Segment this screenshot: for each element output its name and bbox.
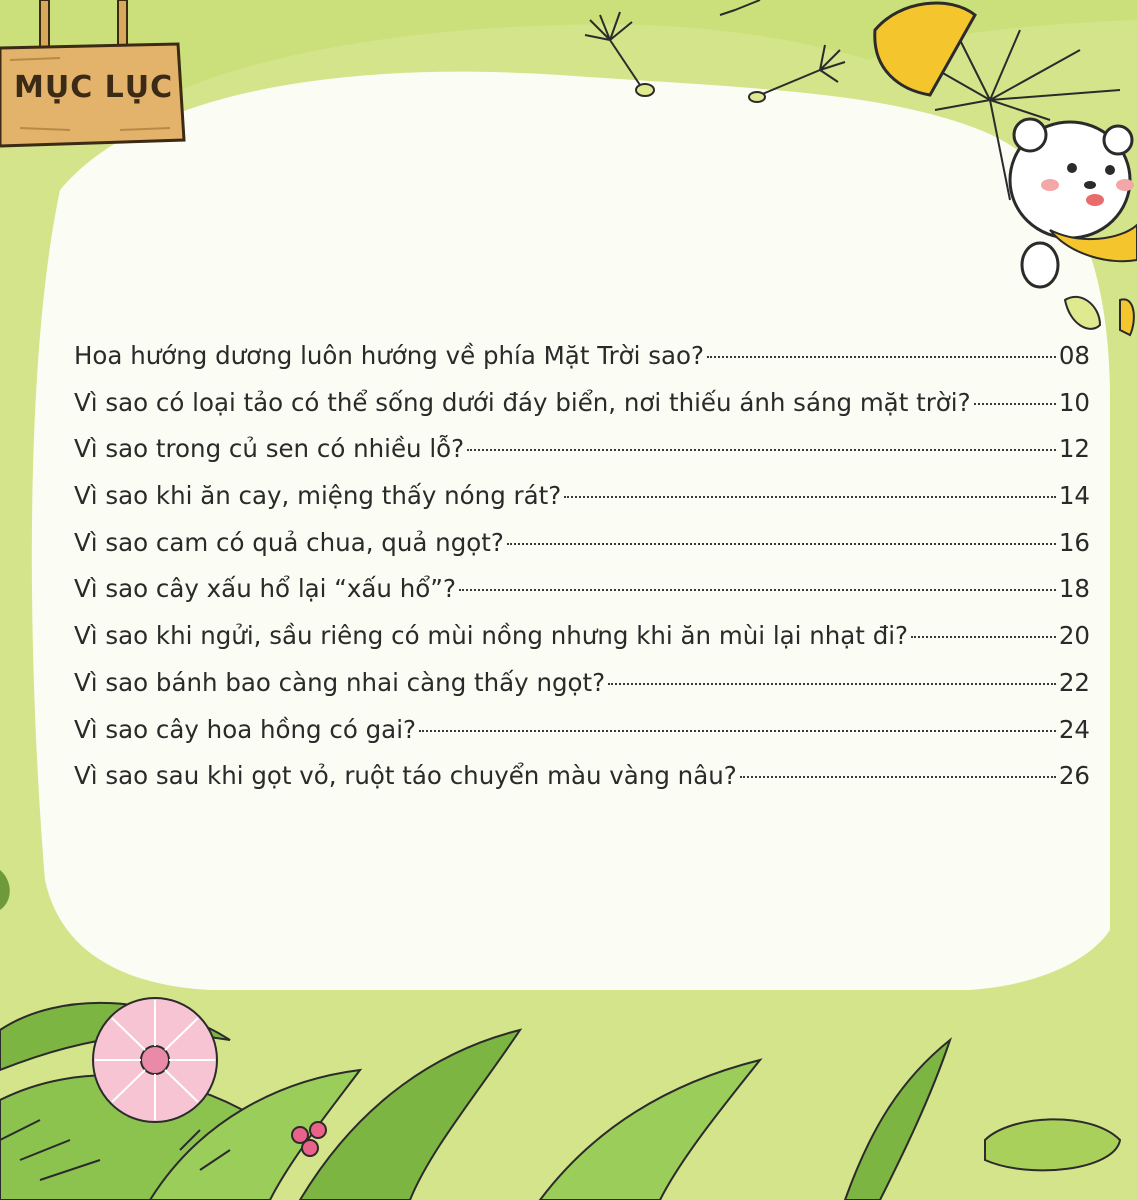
toc-entry-page-number: 14	[1058, 481, 1090, 511]
dot-leader	[507, 543, 1056, 545]
toc-entry[interactable]	[74, 761, 1090, 808]
toc-entry[interactable]	[74, 715, 1090, 762]
toc-entry[interactable]	[74, 341, 1090, 388]
dot-leader	[911, 636, 1056, 638]
toc-entry[interactable]	[74, 434, 1090, 481]
dot-leader	[608, 683, 1056, 685]
dot-leader	[419, 730, 1056, 732]
toc-entry-page-number: 26	[1058, 761, 1090, 791]
toc-entry-title: Vì sao cây xấu hổ lại “xấu hổ”?	[74, 574, 456, 604]
table-of-contents	[74, 341, 1090, 808]
toc-entry-page-number: 24	[1058, 714, 1090, 744]
dot-leader	[564, 496, 1056, 498]
toc-heading: MỤC LỤC	[14, 70, 174, 105]
dot-leader	[740, 776, 1056, 778]
dot-leader	[974, 403, 1056, 405]
pink-flower-icon	[93, 998, 217, 1122]
toc-entry[interactable]	[74, 621, 1090, 668]
dot-leader	[459, 589, 1056, 591]
toc-entry[interactable]	[74, 574, 1090, 621]
toc-entry-title: Vì sao khi ngửi, sầu riêng có mùi nồng nhưng khi ăn mùi lại nhạt đi?	[74, 621, 909, 651]
toc-entry[interactable]	[74, 528, 1090, 575]
toc-entry-page-number: 12	[1058, 434, 1090, 464]
dot-leader	[467, 449, 1056, 451]
dot-leader	[707, 356, 1056, 358]
toc-entry-title: Vì sao có loại tảo có thể sống dưới đáy biển, nơi thiếu ánh sáng mặt trời?	[74, 387, 971, 417]
toc-entry[interactable]	[74, 481, 1090, 528]
toc-entry-page-number: 22	[1058, 667, 1090, 697]
toc-entry-title: Vì sao cây hoa hồng có gai?	[74, 714, 417, 744]
toc-entry-page-number: 18	[1058, 574, 1090, 604]
toc-entry-page-number: 20	[1058, 621, 1090, 651]
toc-entry-title: Hoa hướng dương luôn hướng về phía Mặt Trời sao?	[74, 341, 705, 370]
toc-entry[interactable]	[74, 388, 1090, 435]
toc-entry[interactable]	[74, 668, 1090, 715]
toc-entry-page-number: 10	[1058, 387, 1090, 417]
toc-entry-title: Vì sao khi ăn cay, miệng thấy nóng rát?	[74, 481, 562, 511]
toc-entry-title: Vì sao cam có quả chua, quả ngọt?	[74, 527, 504, 557]
toc-entry-page-number: 08	[1058, 341, 1090, 370]
toc-entry-title: Vì sao bánh bao càng nhai càng thấy ngọt?	[74, 667, 606, 697]
toc-entry-title: Vì sao trong củ sen có nhiều lỗ?	[74, 434, 465, 464]
toc-entry-page-number: 16	[1058, 527, 1090, 557]
toc-entry-title: Vì sao sau khi gọt vỏ, ruột táo chuyển màu vàng nâu?	[74, 761, 737, 791]
